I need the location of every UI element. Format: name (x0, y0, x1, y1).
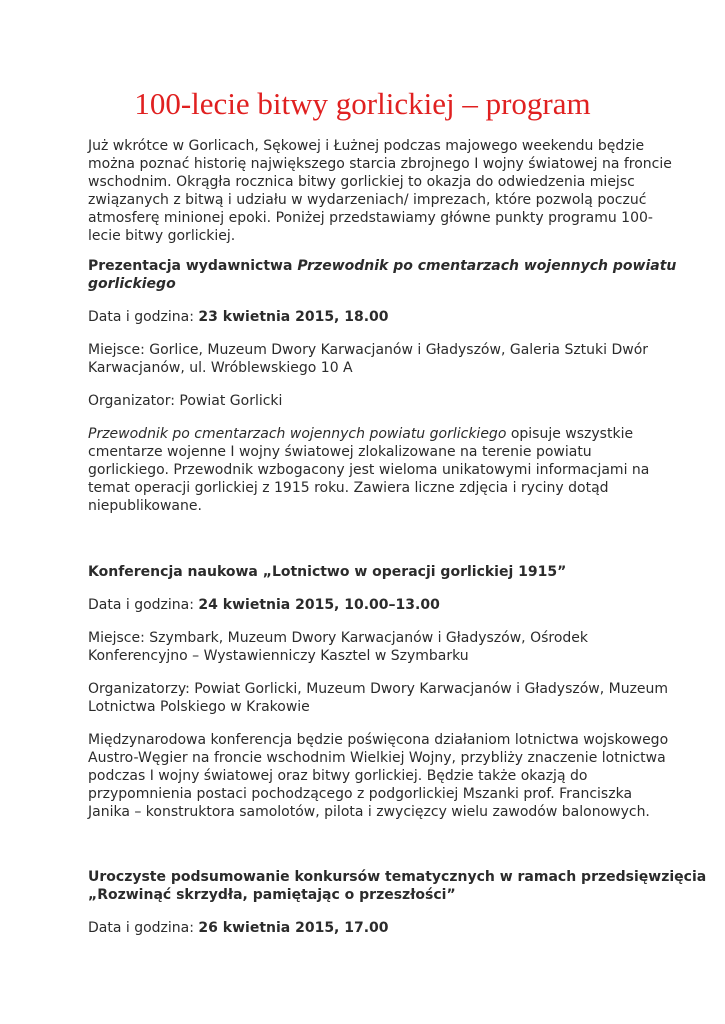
event-1-organizer: Organizator: Powiat Gorlicki (88, 393, 283, 409)
event-3-heading-line: Uroczyste podsumowanie konkursów tematycznych w ramach przedsięwzięcia (88, 869, 707, 885)
event-2-desc-line: Międzynarodowa konferencja będzie poświęcona działaniom lotnictwa wojskowego (88, 732, 669, 748)
event-1-heading-title-cont: gorlickiego (88, 276, 176, 292)
event-2-heading: Konferencja naukowa „Lotnictwo w operacji gorlickiej 1915” (88, 564, 567, 580)
event-3-date (88, 919, 648, 937)
event-1-desc-title: Przewodnik po cmentarzach wojennych powiatu gorlickiego (88, 426, 507, 442)
intro-line: wschodnim. Okrągła rocznica bitwy gorlickiej to okazja do odwiedzenia miejsc (88, 174, 635, 190)
date-value: 26 kwietnia 2015, 17.00 (198, 920, 389, 936)
date-value: 24 kwietnia 2015, 10.00–13.00 (198, 597, 440, 613)
event-1-heading-prefix: Prezentacja wydawnictwa (88, 258, 298, 274)
page-title: 100-lecie bitwy gorlickiej – program (134, 86, 591, 121)
event-1-date (88, 308, 648, 326)
event-2-desc-line: Janika – konstruktora samolotów, pilota i zwycięzcy wielu zawodów balonowych. (88, 804, 650, 820)
event-2-place-line: Konferencyjno – Wystawienniczy Kasztel w Szymbarku (88, 648, 469, 664)
event-1-desc-line: temat operacji gorlickiej z 1915 roku. Zawiera liczne zdjęcia i ryciny dotąd (88, 480, 609, 496)
event-2-desc-line: przypomnienia postaci pochodzącego z podgorlickiej Mszanki prof. Franciszka (88, 786, 633, 802)
event-1-place-line: Karwacjanów, ul. Wróblewskiego 10 A (88, 360, 353, 376)
event-1-place-line: Miejsce: Gorlice, Muzeum Dwory Karwacjanów i Gładyszów, Galeria Sztuki Dwór (88, 342, 649, 358)
event-1-desc-line: cmentarze wojenne I wojny światowej zlokalizowane na terenie powiatu (88, 444, 592, 460)
event-3-heading-line: „Rozwinąć skrzydła, pamiętając o przeszłości” (88, 887, 456, 903)
date-label: Data i godzina: (88, 597, 199, 613)
date-label: Data i godzina: (88, 309, 199, 325)
intro-line: związanych z bitwą i udziału w wydarzeniach/ imprezach, które pozwolą poczuć (88, 192, 647, 208)
intro-line: można poznać historię największego starcia zbrojnego I wojny światowej na froncie (88, 156, 672, 172)
event-2-desc-line: Austro-Węgier na froncie wschodnim Wielkiej Wojny, przybliży znaczenie lotnictwa (88, 750, 666, 766)
event-1-heading (88, 257, 677, 275)
event-2-place-line: Miejsce: Szymbark, Muzeum Dwory Karwacjanów i Gładyszów, Ośrodek (88, 630, 589, 646)
date-value: 23 kwietnia 2015, 18.00 (198, 309, 389, 325)
event-2-date (88, 596, 648, 614)
event-1-heading-title: Przewodnik po cmentarzach wojennych powiatu (297, 258, 677, 274)
intro-line: Już wkrótce w Gorlicach, Sękowej i Łużnej podczas majowego weekendu będzie (88, 138, 645, 154)
event-1-desc-text: opisuje wszystkie (506, 426, 634, 442)
event-2-desc-line: podczas I wojny światowej oraz bitwy gorlickiej. Będzie także okazją do (88, 768, 588, 784)
event-1-desc-line: gorlickiego. Przewodnik wzbogacony jest wieloma unikatowymi informacjami na (88, 462, 650, 478)
date-label: Data i godzina: (88, 920, 199, 936)
intro-line: lecie bitwy gorlickiej. (88, 228, 236, 244)
event-2-organizer-line: Organizatorzy: Powiat Gorlicki, Muzeum Dwory Karwacjanów i Gładyszów, Muzeum (88, 681, 669, 697)
event-1-desc-line (88, 425, 648, 443)
intro-line: atmosferę minionej epoki. Poniżej przedstawiamy główne punkty programu 100- (88, 210, 653, 226)
event-2-organizer-line: Lotnictwa Polskiego w Krakowie (88, 699, 310, 715)
event-1-desc-line: niepublikowane. (88, 498, 202, 514)
